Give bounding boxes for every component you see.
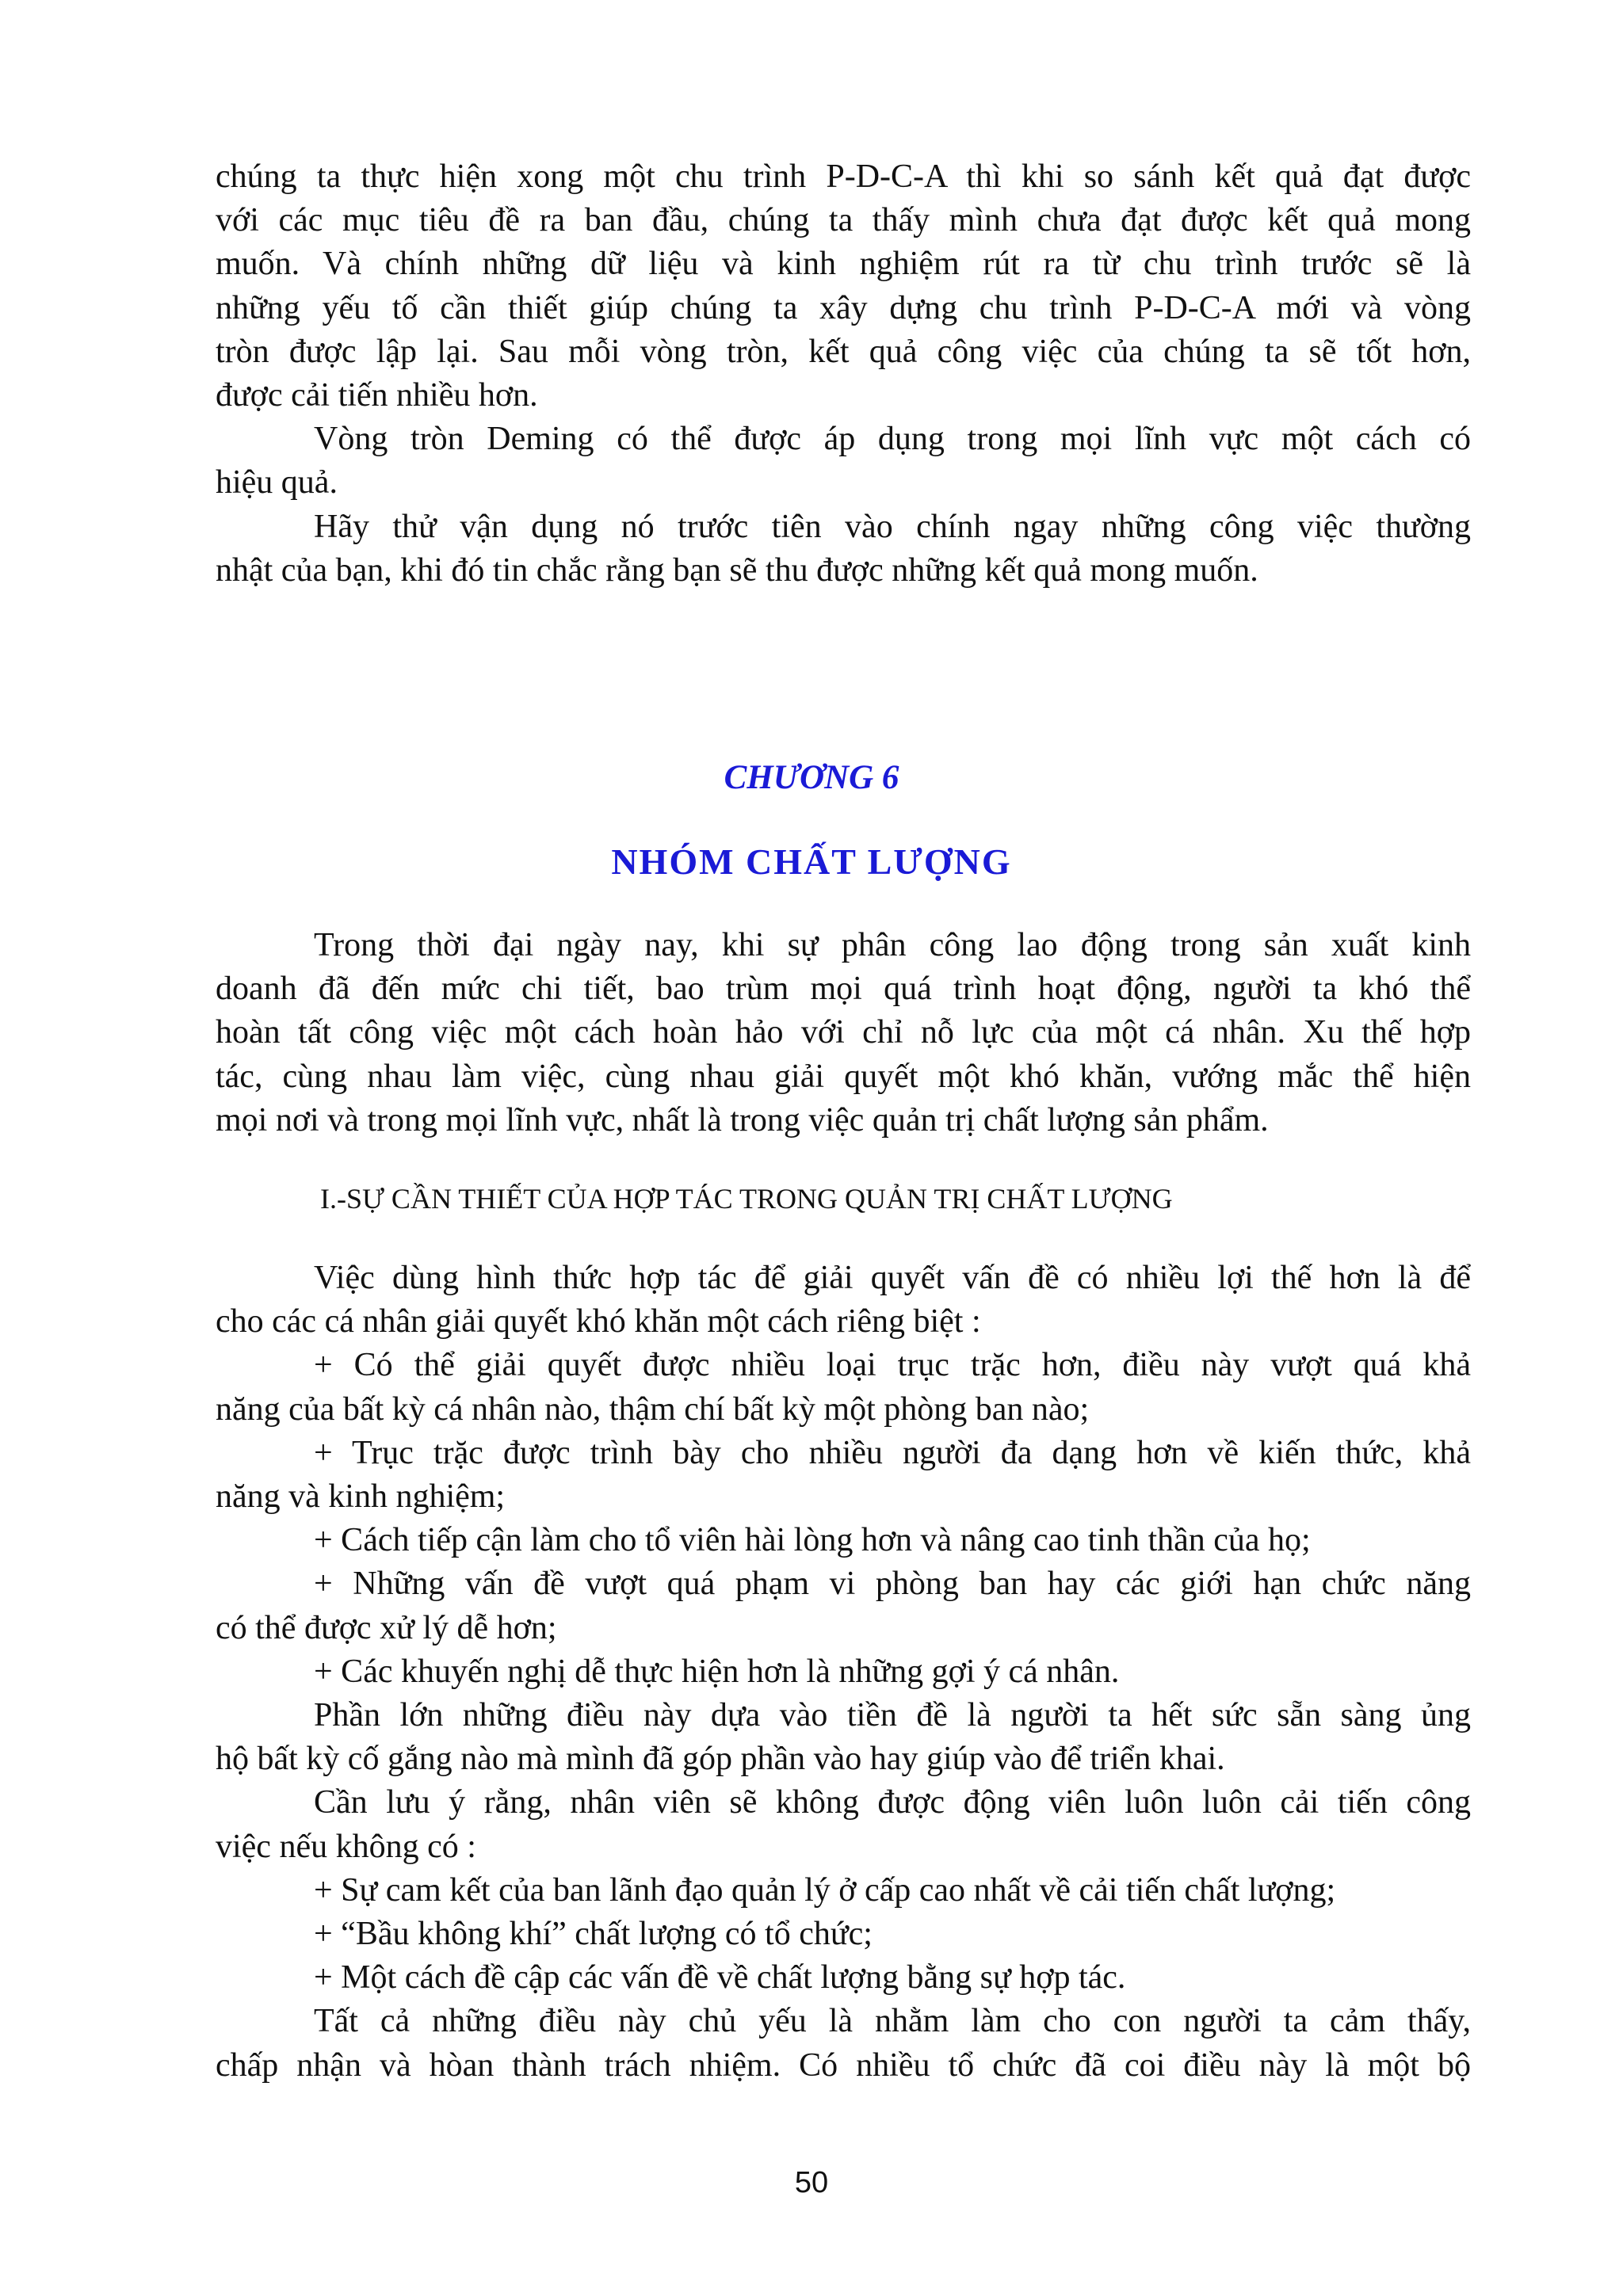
bullet-line: + Có thể giải quyết được nhiều loại trục trặc hơn, điều này vượt quá khả: [314, 1347, 1471, 1384]
paragraph-line: việc nếu không có :: [216, 1828, 476, 1865]
top-text-block: [216, 155, 1471, 593]
paragraph-line: mọi nơi và trong mọi lĩnh vực, nhất là trong việc quản trị chất lượng sản phẩm.: [216, 1101, 1269, 1138]
paragraph-line: nhật của bạn, khi đó tin chắc rằng bạn sẽ thu được những kết quả mong muốn.: [216, 551, 1258, 589]
bullet-line: + Các khuyến nghị dễ thực hiện hơn là những gợi ý cá nhân.: [314, 1653, 1120, 1690]
bullet-line: có thể được xử lý dễ hơn;: [216, 1609, 557, 1646]
bullet-line: năng và kinh nghiệm;: [216, 1478, 506, 1516]
paragraph-line: Tất cả những điều này chủ yếu là nhằm làm cho con người ta cảm thấy,: [314, 2003, 1471, 2040]
chapter-label: CHƯƠNG 6: [724, 759, 899, 796]
paragraph-line: Trong thời đại ngày nay, khi sự phân công lao động trong sản xuất kinh: [314, 927, 1471, 963]
paragraph-line: Phần lớn những điều này dựa vào tiền đề là người ta hết sức sẵn sàng ủng: [314, 1697, 1471, 1734]
section-heading: I.-SỰ CẦN THIẾT CỦA HỢP TÁC TRONG QUẢN TRỊ CHẤT LƯỢNG: [320, 1183, 1173, 1215]
paragraph-line: Vòng tròn Deming có thể được áp dụng trong mọi lĩnh vực một cách có: [314, 421, 1471, 458]
paragraph-line: được cải tiến nhiều hơn.: [216, 377, 538, 414]
chapter-title: NHÓM CHẤT LƯỢNG: [611, 841, 1012, 882]
bullet-line: + “Bầu không khí” chất lượng có tổ chức;: [314, 1916, 873, 1953]
paragraph-line: Hãy thử vận dụng nó trước tiên vào chính ngay những công việc thường: [314, 508, 1471, 545]
paragraph-line: hộ bất kỳ cố gắng nào mà mình đã góp phần vào hay giúp vào để triển khai.: [216, 1741, 1225, 1778]
paragraph-line: chấp nhận và hòan thành trách nhiệm. Có nhiều tổ chức đã coi điều này là một bộ: [216, 2046, 1471, 2084]
paragraph-line: chúng ta thực hiện xong một chu trình P-D-C-A thì khi so sánh kết quả đạt được: [216, 158, 1471, 195]
paragraph-line: Cần lưu ý rằng, nhân viên sẽ không được động viên luôn luôn cải tiến công: [314, 1784, 1471, 1821]
bullet-line: + Một cách đề cập các vấn đề về chất lượng bằng sự hợp tác.: [314, 1959, 1126, 1997]
bullet-line: + Cách tiếp cận làm cho tổ viên hài lòng hơn và nâng cao tinh thần của họ;: [314, 1522, 1311, 1559]
paragraph-line: tác, cùng nhau làm việc, cùng nhau giải quyết một khó khăn, vướng mắc thể hiện: [216, 1058, 1471, 1095]
bullet-line: + Những vấn đề vượt quá phạm vi phòng ban hay các giới hạn chức năng: [314, 1566, 1471, 1603]
paragraph-line: hiệu quả.: [216, 464, 338, 502]
paragraph-line: với các mục tiêu đề ra ban đầu, chúng ta thấy mình chưa đạt được kết quả mong: [216, 202, 1471, 239]
intro-paragraph: [216, 924, 1471, 1142]
page-number: 50: [794, 2166, 829, 2199]
bullet-line: + Trục trặc được trình bày cho nhiều người đa dạng hơn về kiến thức, khả: [314, 1434, 1471, 1471]
paragraph-line: những yếu tố cần thiết giúp chúng ta xây dựng chu trình P-D-C-A mới và vòng: [216, 289, 1471, 326]
paragraph-line: hoàn tất công việc một cách hoàn hảo với chỉ nỗ lực của một cá nhân. Xu thế hợp: [216, 1014, 1471, 1051]
paragraph-line: Việc dùng hình thức hợp tác để giải quyết vấn đề có nhiều lợi thế hơn là để: [314, 1260, 1471, 1296]
body-text-block: [216, 1257, 1471, 2088]
paragraph-line: muốn. Và chính những dữ liệu và kinh nghiệm rút ra từ chu trình trước sẽ là: [216, 246, 1471, 283]
bullet-line: + Sự cam kết của ban lãnh đạo quản lý ở cấp cao nhất về cải tiến chất lượng;: [314, 1871, 1336, 1909]
paragraph-line: cho các cá nhân giải quyết khó khăn một cách riêng biệt :: [216, 1303, 981, 1341]
paragraph-line: doanh đã đến mức chi tiết, bao trùm mọi quá trình hoạt động, người ta khó thể: [216, 971, 1471, 1008]
bullet-line: năng của bất kỳ cá nhân nào, thậm chí bất kỳ một phòng ban nào;: [216, 1390, 1090, 1428]
paragraph-line: tròn được lập lại. Sau mỗi vòng tròn, kết quả công việc của chúng ta sẽ tốt hơn,: [216, 333, 1471, 370]
